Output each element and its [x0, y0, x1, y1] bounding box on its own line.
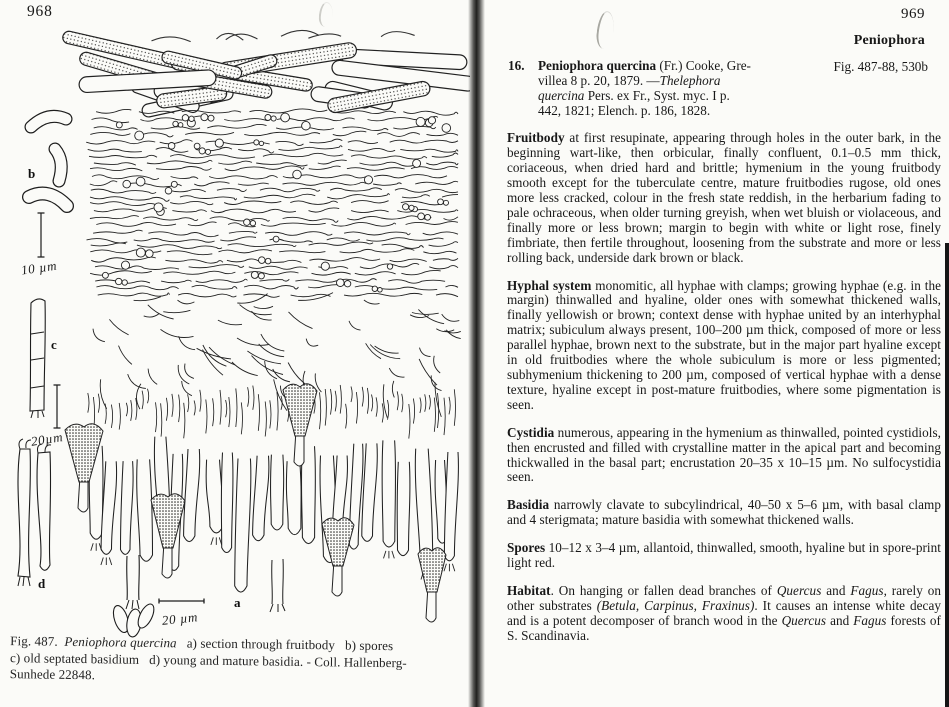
scale-bar-spores — [20, 213, 58, 278]
figure-487-drawing — [0, 0, 470, 645]
scale-label-10um: 10 µm — [20, 257, 58, 278]
scale-label-20um-v: 20µm — [29, 429, 65, 449]
detached-basidium — [110, 555, 285, 638]
figure-label-c: c — [51, 337, 57, 352]
spores-drawing — [28, 116, 67, 206]
scale-label-20um-h: 20 µm — [161, 609, 199, 628]
paragraph-basidia: Basidia narrowly clavate to subcylindrical, 40–50 x 5–6 µm, with basal clamp and 4 sterigmata; mature basidia with somewhat thickened walls. — [507, 497, 941, 528]
caption-line: Sunhede 22848. — [9, 666, 96, 683]
species-entry-heading — [507, 58, 941, 118]
paragraph-hyphal-system: Hyphal system monomitic, all hyphae with clamps; growing hyphae (e.g. in the margin) thinwalled and hyaline, older ones with somewhat thickened walls, finally yellowish or brown; context dense with hyphae united by an interhyphal matrix; subiculum always present, 100–200 µm thick, composed of more or less parallel hyphae, brown next to the substrate, but in the major part hyaline except in old fruitbodies where the whole subiculum is more or less pigmented; subhymenium thickening to 200 µm, composed of vertical hyphae with a dense texture, hyaline except in post-mature fruitbodies, where some pigmentation is seen. — [507, 277, 942, 412]
entry-number: 16. — [508, 58, 525, 73]
figure-label-a: a — [234, 595, 241, 610]
paragraph-cystidia: Cystidia numerous, appearing in the hymenium as thinwalled, pointed cystidiols, then encrusted and filled with crystalline matter in the apical part and becoming thickwalled in the basal part; encrustation 20–35 x 10–15 µm. No sulfocystidia seen. — [507, 424, 941, 485]
scale-bar-section — [159, 595, 241, 628]
figure-label-d: d — [38, 576, 46, 591]
bark-layer — [62, 30, 470, 118]
hymenium-palisade — [89, 437, 458, 592]
paragraph-habitat: Habitat. On hanging or fallen dead branches of Quercus and Fagus, rarely on other substrates (Betula, Carpinus, Fraxinus). It causes an intense white decay and is a potent decomposer of branch wood in the Quercus and Fagus forests of S. Scandinavia. — [507, 582, 942, 643]
entry-line: villea 8 p. 20, 1879. —Thelephora — [538, 73, 721, 89]
paragraph-spores: Spores 10–12 x 3–4 µm, allantoid, thinwalled, smooth, hyaline but in spore-print light red. — [507, 540, 941, 571]
caption-line: c) old septated basidium d) young and mature basidia. - Coll. Hallenberg- — [9, 649, 407, 670]
subhymenium-texture — [88, 385, 456, 442]
scan-edge-strip — [945, 243, 949, 707]
figure-reference: Fig. 487-88, 530b — [833, 59, 928, 74]
young-basidia-drawing — [18, 439, 51, 591]
right-page-number: 969 — [901, 6, 925, 22]
caption-line: Fig. 487. Peniophora quercina a) section through fruitbody b) spores — [10, 633, 394, 654]
old-basidium-drawing — [30, 299, 57, 418]
entry-line: 442, 1821; Elench. p. 186, 1828. — [538, 103, 711, 119]
figure-caption — [10, 633, 449, 689]
left-page-number: 968 — [27, 3, 53, 20]
paragraph-fruitbody: Fruitbody at first resupinate, appearing through holes in the outer bark, in the beginning wart-like, then orbicular, finally confluent, 0.1–0.5 mm thick, coriaceous, when dried hard and brittle; hymenium in the young fruitbody smooth except for the tuberculate centre, mature fruitbodies rugose, old ones more less cracked, colour in the fresh state reddish, in the herbarium fading to pale ochraceous, when older turning greyish, when wet bluish or violaceous, and finally more or less brown; margin to begin with white or light rose, finely fimbriate, then fertile throughout, loosening from the substrate and more or less rolling back, underside dark brown or black. — [507, 130, 941, 265]
page-gutter-shadow — [468, 0, 485, 707]
entry-line: quercina Pers. ex Fr., Syst. myc. I p. — [538, 88, 730, 104]
running-head: Peniophora — [853, 33, 925, 48]
figure-label-b: b — [28, 166, 36, 181]
entry-citation — [538, 58, 808, 118]
entry-line: Peniophora quercina (Fr.) Cooke, Gre- — [538, 58, 751, 73]
right-page — [507, 6, 941, 644]
